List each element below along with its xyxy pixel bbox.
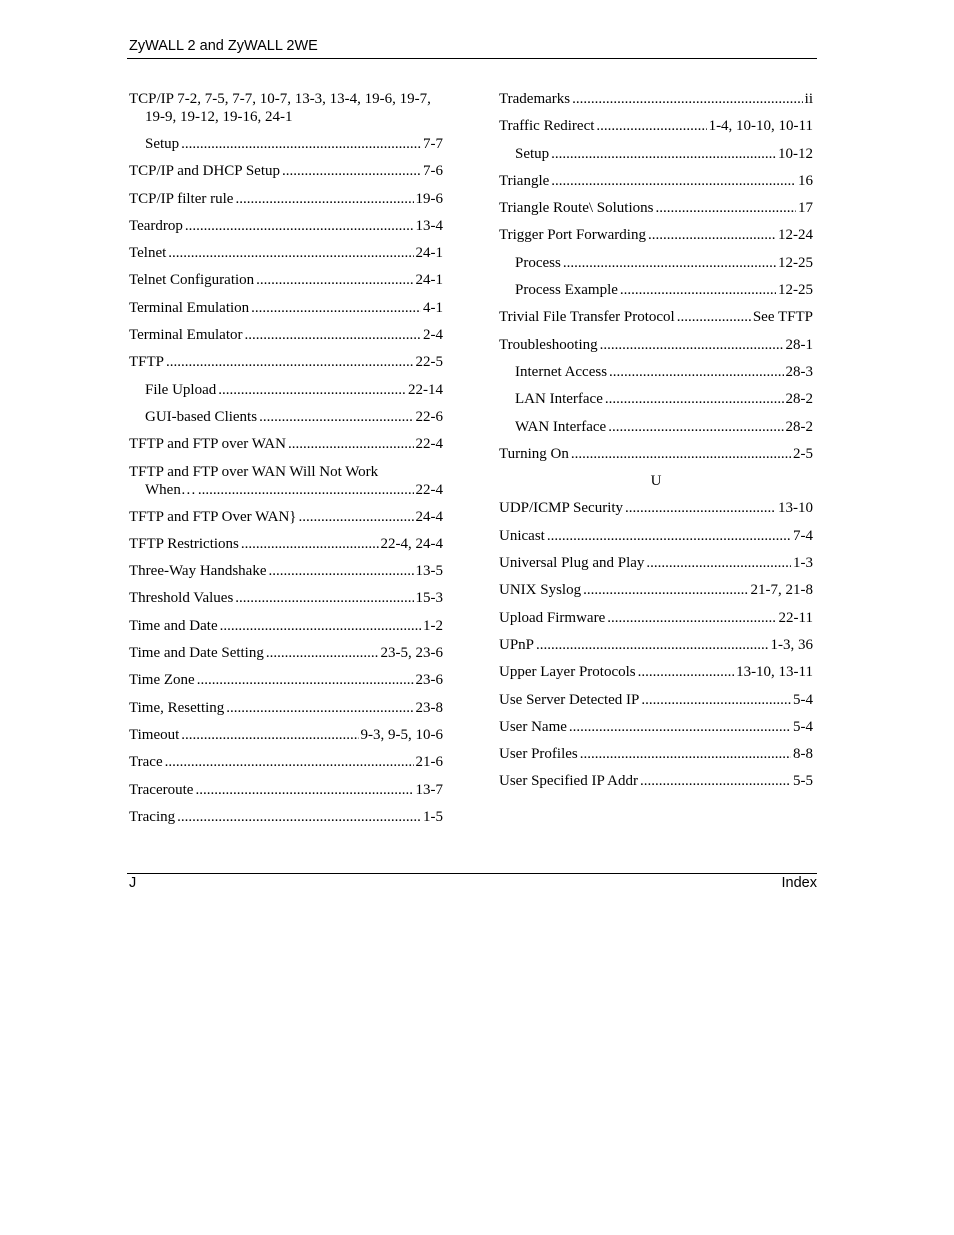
index-pages: 22-4 <box>415 436 443 453</box>
index-subentry <box>499 390 813 417</box>
index-entry <box>129 508 443 535</box>
index-column-left <box>129 90 443 835</box>
dot-leader <box>266 644 379 662</box>
dot-leader <box>197 671 414 689</box>
index-pages: 15-3 <box>415 590 443 607</box>
index-term: GUI-based Clients <box>145 408 258 425</box>
dot-leader <box>655 199 796 217</box>
index-column-right <box>499 90 813 800</box>
index-entry <box>129 162 443 189</box>
index-entry <box>499 745 813 772</box>
index-term: WAN Interface <box>515 418 607 435</box>
index-pages: 5-5 <box>793 773 813 790</box>
index-pages: 10-12 <box>778 145 813 162</box>
dot-leader <box>551 172 796 190</box>
index-term: Triangle Route\ Solutions <box>499 200 654 217</box>
index-pages: 1-3, 36 <box>770 636 813 653</box>
dot-leader <box>220 617 421 635</box>
index-pages: 19-6 <box>415 190 443 207</box>
index-entry <box>499 336 813 363</box>
index-subentry <box>499 145 813 172</box>
index-entry <box>499 172 813 199</box>
dot-leader <box>648 226 776 244</box>
index-pages: 1-2 <box>423 617 443 634</box>
dot-leader <box>572 90 803 108</box>
index-entry <box>129 589 443 616</box>
index-pages: 1-4, 10-10, 10-11 <box>708 118 813 135</box>
index-entry <box>129 353 443 380</box>
index-term: Internet Access <box>515 363 608 380</box>
index-subentry <box>499 418 813 445</box>
index-term: Trivial File Transfer Protocol <box>499 309 675 326</box>
index-subentry <box>499 254 813 281</box>
index-term: Unicast <box>499 527 545 544</box>
index-term: TCP/IP filter rule <box>129 190 234 207</box>
index-entry <box>499 527 813 554</box>
dot-leader <box>608 418 783 436</box>
header-rule <box>127 58 817 59</box>
index-term: Setup <box>515 145 550 162</box>
index-term: Triangle <box>499 172 550 189</box>
index-term: Upper Layer Protocols <box>499 664 636 681</box>
index-pages: 1-5 <box>423 808 443 825</box>
index-entry <box>129 271 443 298</box>
index-pages: 22-6 <box>415 408 443 425</box>
index-pages: 13-7 <box>415 781 443 798</box>
dot-leader <box>609 363 783 381</box>
dot-leader <box>288 435 414 453</box>
index-term: User Profiles <box>499 746 578 763</box>
index-term: User Specified IP Addr <box>499 773 638 790</box>
index-term: Telnet Configuration <box>129 272 255 289</box>
index-entry <box>129 190 443 217</box>
index-entry <box>129 244 443 271</box>
dot-leader <box>185 217 414 235</box>
index-entry <box>129 671 443 698</box>
dot-leader <box>245 326 422 344</box>
dot-leader <box>241 535 379 553</box>
index-entry <box>499 308 813 335</box>
index-pages: 9-3, 9-5, 10-6 <box>360 726 443 743</box>
index-term-continued-row <box>129 481 443 499</box>
dot-leader <box>646 554 791 572</box>
dot-leader <box>168 244 413 262</box>
index-pages: 17 <box>798 200 813 217</box>
index-entry <box>129 562 443 589</box>
page-header-title: ZyWALL 2 and ZyWALL 2WE <box>129 38 318 54</box>
index-entry <box>129 644 443 671</box>
dot-leader <box>580 745 791 763</box>
index-pages: 7-4 <box>793 527 813 544</box>
dot-leader <box>177 808 421 826</box>
index-term: Traffic Redirect <box>499 118 595 135</box>
dot-leader <box>198 481 414 499</box>
index-term: Timeout <box>129 726 180 743</box>
dot-leader <box>569 718 791 736</box>
index-pages: 21-7, 21-8 <box>750 582 813 599</box>
footer-section-letter: J <box>129 875 137 891</box>
index-pages: 12-24 <box>778 227 813 244</box>
dot-leader <box>218 381 406 399</box>
index-entry <box>499 609 813 636</box>
index-pages: 22-4 <box>415 481 443 498</box>
dot-leader <box>551 145 776 163</box>
index-entry <box>129 699 443 726</box>
dot-leader <box>268 562 413 580</box>
index-term: Tracing <box>129 808 176 825</box>
index-entry <box>499 445 813 472</box>
dot-leader <box>181 135 421 153</box>
index-entry <box>499 718 813 745</box>
index-pages: 23-8 <box>415 699 443 716</box>
dot-leader <box>563 254 776 272</box>
dot-leader <box>259 408 413 426</box>
index-pages: 24-1 <box>415 272 443 289</box>
dot-leader <box>165 753 414 771</box>
index-pages: 23-6 <box>415 672 443 689</box>
dot-leader <box>571 445 791 463</box>
index-pages: 7-7 <box>423 136 443 152</box>
dot-leader <box>235 589 413 607</box>
index-entry <box>499 499 813 526</box>
index-term: LAN Interface <box>515 391 603 408</box>
index-term: Use Server Detected IP <box>499 691 640 708</box>
index-term: Teardrop <box>129 217 183 234</box>
index-entry <box>499 581 813 608</box>
index-term: UNIX Syslog <box>499 582 582 599</box>
index-term: Upload Firmware <box>499 609 606 626</box>
index-term: TFTP <box>129 354 165 371</box>
index-term: TFTP and FTP over WAN Will Not Work <box>129 463 379 480</box>
index-entry <box>499 691 813 718</box>
dot-leader <box>547 527 791 545</box>
index-term: Time Zone <box>129 672 195 689</box>
index-term: Terminal Emulator <box>129 327 243 344</box>
index-pages: 21-6 <box>415 754 443 771</box>
index-pages: 13-10, 13-11 <box>736 664 813 681</box>
index-term: Traceroute <box>129 781 194 798</box>
dot-leader <box>600 336 784 354</box>
index-term: Trace <box>129 754 163 771</box>
index-pages: 28-1 <box>785 336 813 353</box>
dot-leader <box>638 663 734 681</box>
index-pages: 13-10 <box>778 500 813 517</box>
index-entry <box>129 535 443 562</box>
dot-leader <box>166 353 413 371</box>
dot-leader <box>226 699 413 717</box>
index-pages: 22-11 <box>778 609 813 626</box>
index-term: Three-Way Handshake <box>129 563 267 580</box>
index-pages: 1-3 <box>793 555 813 572</box>
dot-leader <box>536 636 768 654</box>
dot-leader <box>181 726 358 744</box>
index-term: User Name <box>499 718 567 735</box>
footer-title: Index <box>781 875 817 891</box>
index-entry <box>499 199 813 226</box>
index-entry <box>129 753 443 780</box>
index-entry <box>129 808 443 835</box>
index-entry <box>499 226 813 253</box>
index-pages: 23-5, 23-6 <box>380 645 443 662</box>
index-pages: 28-3 <box>785 363 813 380</box>
index-entry <box>499 772 813 799</box>
index-term: TCP/IP and DHCP Setup <box>129 163 280 180</box>
index-term: Threshold Values <box>129 590 234 607</box>
index-pages: 24-1 <box>415 245 443 262</box>
index-entry <box>129 90 443 126</box>
index-entry <box>129 326 443 353</box>
index-pages: 2-5 <box>793 445 813 462</box>
index-term: Turning On <box>499 445 569 462</box>
dot-leader <box>607 609 776 627</box>
index-pages: See TFTP <box>752 309 813 326</box>
dot-leader <box>195 781 413 799</box>
index-subentry <box>129 381 443 408</box>
index-entry <box>129 781 443 808</box>
dot-leader <box>605 390 784 408</box>
index-term: Trigger Port Forwarding <box>499 227 646 244</box>
index-entry <box>129 726 443 753</box>
index-term: Setup <box>145 136 180 152</box>
dot-leader <box>282 162 421 180</box>
index-term: Terminal Emulation <box>129 299 250 316</box>
index-entry <box>499 117 813 144</box>
index-pages: 22-5 <box>415 354 443 371</box>
index-pages: 8-8 <box>793 746 813 763</box>
index-entry <box>129 299 443 326</box>
dot-leader <box>596 117 706 135</box>
index-term: Time, Resetting <box>129 699 225 716</box>
dot-leader <box>298 508 413 526</box>
index-entry <box>129 217 443 244</box>
index-subentry <box>499 363 813 390</box>
index-term: Trademarks <box>499 91 571 107</box>
index-pages: 28-2 <box>785 418 813 435</box>
index-entry <box>499 663 813 690</box>
index-pages: 16 <box>798 172 813 189</box>
index-pages: 5-4 <box>793 718 813 735</box>
dot-leader <box>251 299 421 317</box>
index-subentry <box>499 281 813 308</box>
index-term: Troubleshooting <box>499 336 598 353</box>
footer-rule <box>127 873 817 874</box>
index-term: TFTP and FTP Over WAN} <box>129 508 297 525</box>
index-term: Time and Date Setting <box>129 645 264 662</box>
index-term: TFTP Restrictions <box>129 535 239 552</box>
index-pages: ii <box>804 91 813 107</box>
index-subentry <box>129 135 443 162</box>
index-term: File Upload <box>145 381 217 398</box>
dot-leader <box>620 281 776 299</box>
index-term: Process <box>515 254 561 271</box>
index-pages: 4-1 <box>423 299 443 316</box>
index-pages: 28-2 <box>785 391 813 408</box>
index-pages: 12-25 <box>778 254 813 271</box>
index-entry <box>129 617 443 644</box>
index-term: TFTP and FTP over WAN <box>129 436 286 453</box>
index-pages: 5-4 <box>793 691 813 708</box>
dot-leader <box>235 190 413 208</box>
index-pages: 12-25 <box>778 282 813 299</box>
index-entry <box>129 435 443 462</box>
index-pages: 13-4 <box>415 217 443 234</box>
index-entry <box>499 636 813 663</box>
index-term: UDP/ICMP Security <box>499 500 624 517</box>
index-pages: 22-4, 24-4 <box>380 535 443 552</box>
index-term: Time and Date <box>129 617 218 634</box>
index-term-continued: When… <box>145 481 196 498</box>
dot-leader <box>583 581 748 599</box>
index-term: Process Example <box>515 282 618 299</box>
index-pages: 24-4 <box>415 508 443 525</box>
index-pages: 7-6 <box>423 163 443 180</box>
dot-leader <box>256 271 413 289</box>
index-entry <box>499 554 813 581</box>
dot-leader <box>641 691 791 709</box>
dot-leader <box>640 772 791 790</box>
index-term: Telnet <box>129 245 167 262</box>
index-term-continued: 19-9, 19-12, 19-16, 24-1 <box>145 109 293 125</box>
index-pages: 13-5 <box>415 563 443 580</box>
dot-leader <box>625 499 776 517</box>
index-subentry <box>129 408 443 435</box>
index-term: UPnP <box>499 636 535 653</box>
index-entry <box>499 90 813 117</box>
section-letter: U <box>650 473 662 490</box>
dot-leader <box>677 308 751 326</box>
index-pages: 22-14 <box>408 381 443 398</box>
index-term: TCP/IP 7-2, 7-5, 7-7, 10-7, 13-3, 13-4, 19-6, 19-7, <box>129 91 431 107</box>
index-term: Universal Plug and Play <box>499 555 645 572</box>
index-entry <box>129 463 443 499</box>
index-pages: 2-4 <box>423 327 443 344</box>
